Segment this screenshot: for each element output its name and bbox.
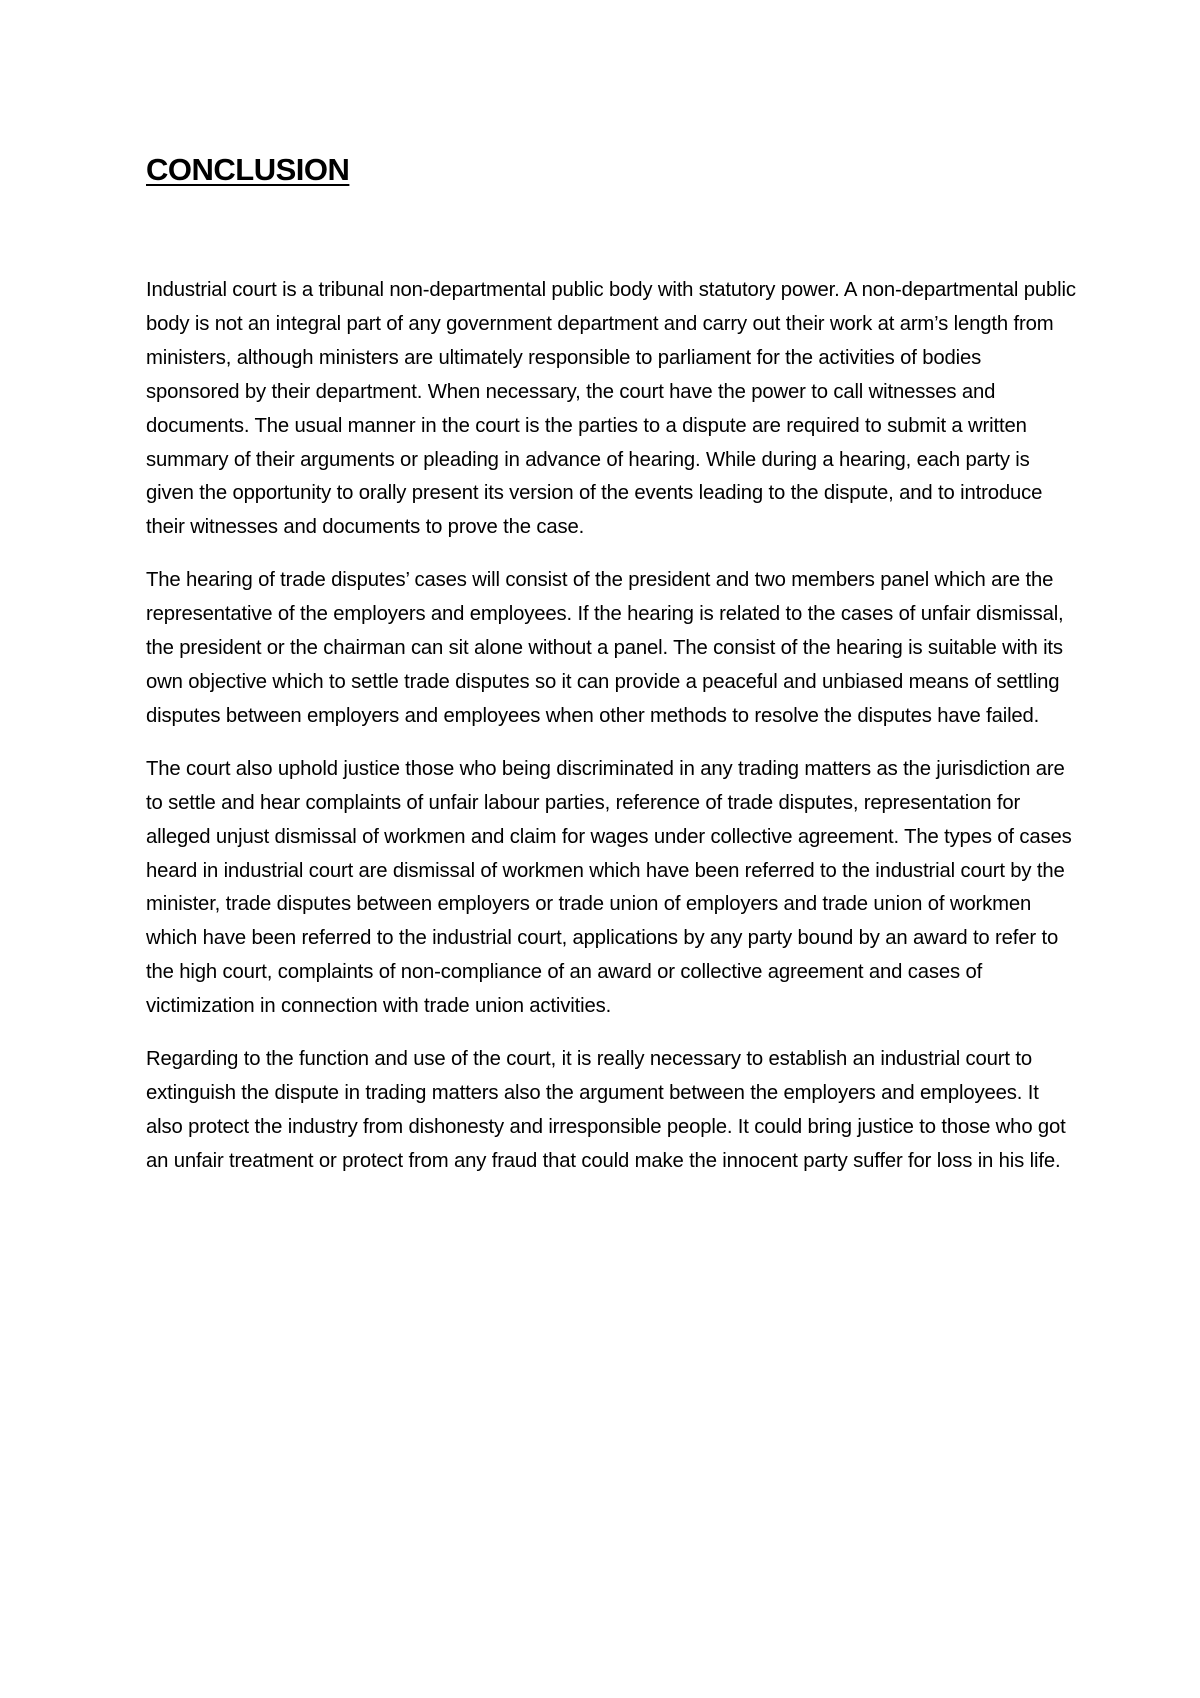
- paragraph-4: Regarding to the function and use of the court, it is really necessary to establish an industrial court to extinguish the dispute in trading matters also the argument between the employers and employees. It also protect the industry from dishonesty and irresponsible people. It could bring justice to those who got an unfair treatment or protect from any fraud that could make the innocent party suffer for loss in his life.: [146, 1048, 1066, 1172]
- paragraph-3: The court also uphold justice those who being discriminated in any trading matters as the jurisdiction are to settle and hear complaints of unfair labour parties, reference of trade disputes, representation for alleged unjust dismissal of workmen and claim for wages under collective agreement. The types of cases heard in industrial court are dismissal of workmen which have been referred to the industrial court by the minister, trade disputes between employers or trade union of employers and trade union of workmen which have been referred to the industrial court, applications by any party bound by an award to refer to the high court, complaints of non-compliance of an award or collective agreement and cases of victimization in connection with trade union activities.: [146, 757, 1072, 1018]
- paragraph-2: The hearing of trade disputes’ cases will consist of the president and two members panel which are the representative of the employers and employees. If the hearing is related to the cases of unfair dismissal, the president or the chairman can sit alone without a panel. The consist of the hearing is suitable with its own objective which to settle trade disputes so it can provide a peaceful and unbiased means of settling disputes between employers and employees when other methods to resolve the disputes have failed.: [146, 569, 1064, 727]
- page-title: CONCLUSION: [146, 152, 350, 187]
- document-body: [146, 274, 1076, 1198]
- paragraph-1: Industrial court is a tribunal non-departmental public body with statutory power. A non-departmental public body is not an integral part of any government department and carry out their work at arm’s length from ministers, although ministers are ultimately responsible to parliament for the activities of bodies sponsored by their department. When necessary, the court have the power to call witnesses and documents. The usual manner in the court is the parties to a dispute are required to submit a written summary of their arguments or pleading in advance of hearing. While during a hearing, each party is given the opportunity to orally present its version of the events leading to the dispute, and to introduce their witnesses and documents to prove the case.: [146, 279, 1076, 539]
